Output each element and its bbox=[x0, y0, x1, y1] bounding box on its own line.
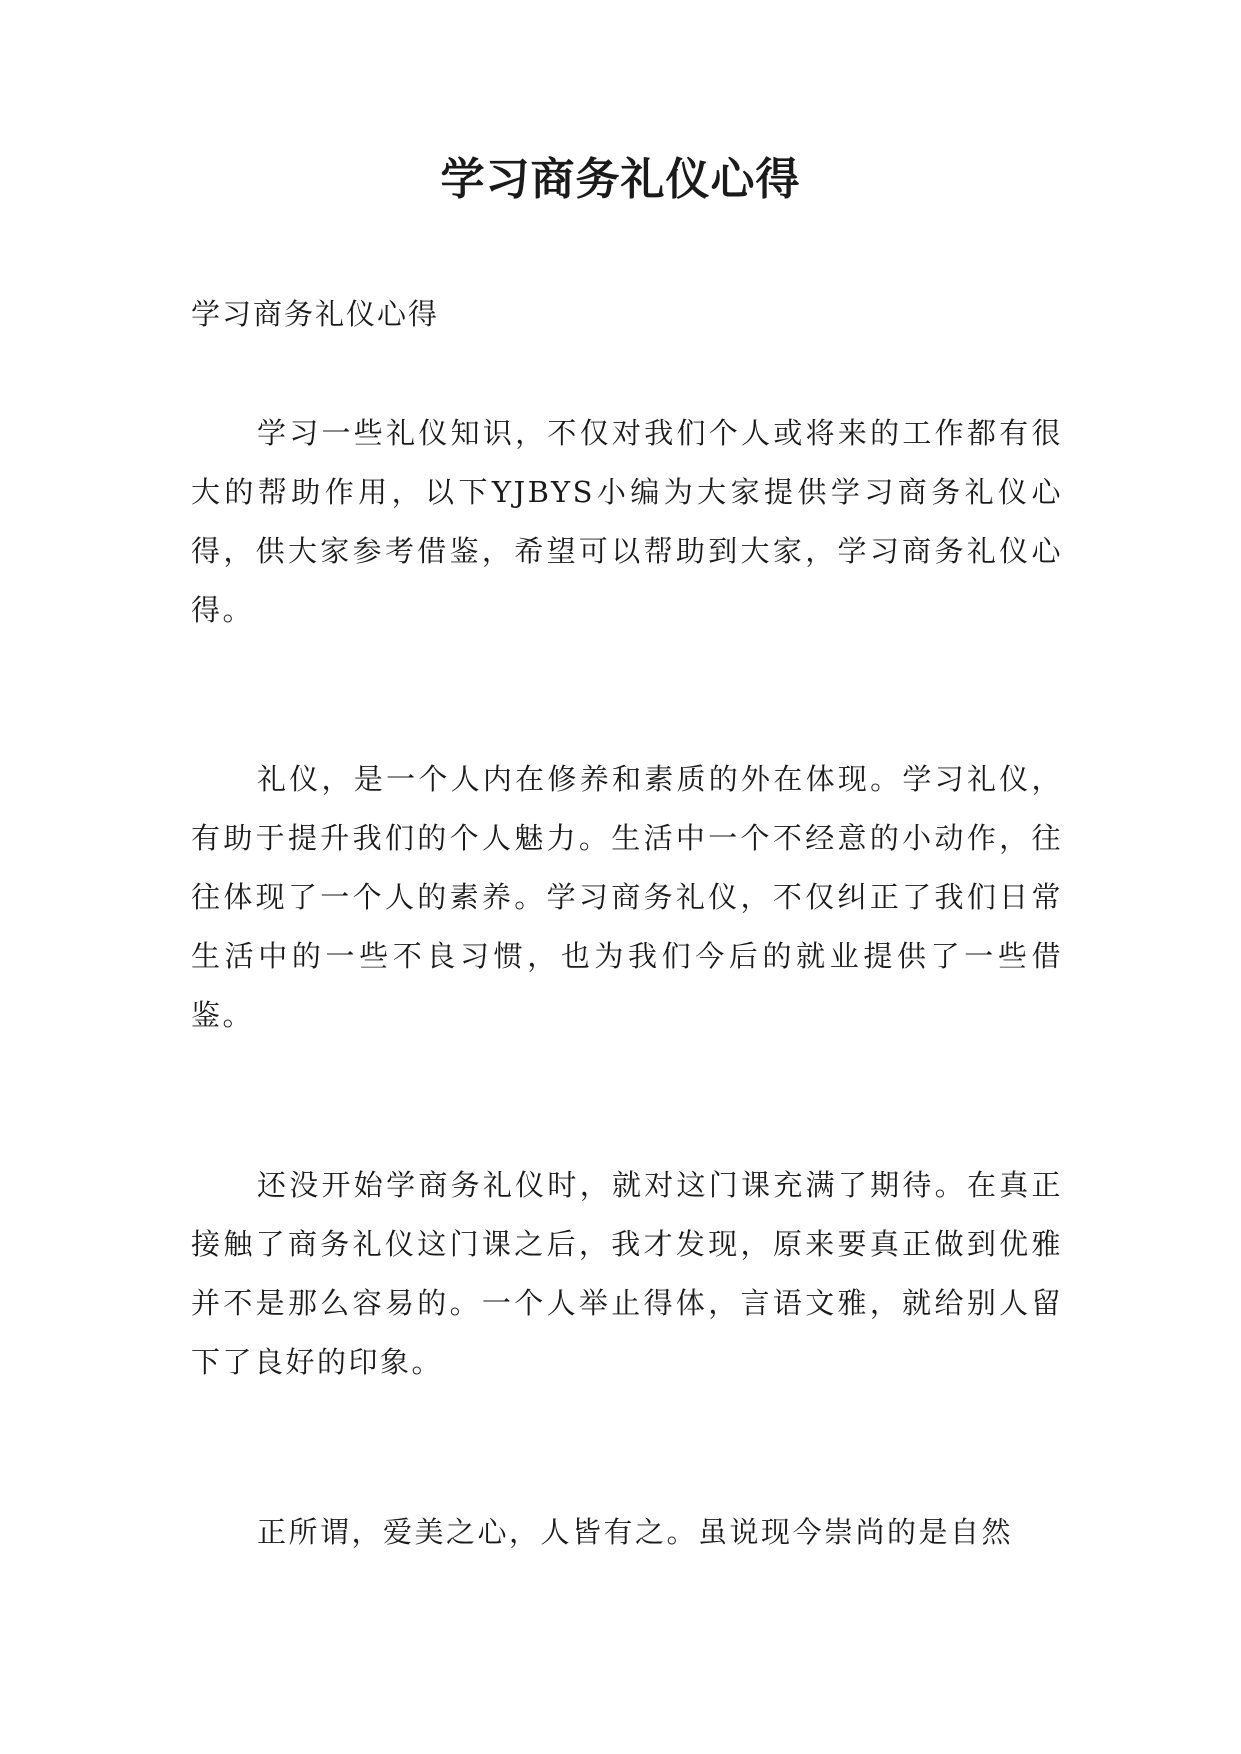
paragraph-course-experience: 还没开始学商务礼仪时，就对这门课充满了期待。在真正接触了商务礼仪这门课之后，我才发现，原来要真正做到优雅并不是那么容易的。一个人举止得体，言语文雅，就给别人留下了良好的印象。 bbox=[191, 1168, 1063, 1379]
paragraph-etiquette-definition: 礼仪，是一个人内在修养和素质的外在体现。学习礼仪，有助于提升我们的个人魅力。生活中一个不经意的小动作，往往体现了一个人的素养。学习商务礼仪，不仅纠正了我们日常生活中的一些不良习惯，也为我们今后的就业提供了一些借鉴。 bbox=[191, 762, 1063, 1032]
document-subtitle: 学习商务礼仪心得 bbox=[191, 297, 440, 331]
document-title: 学习商务礼仪心得 bbox=[440, 154, 801, 205]
paragraph-beauty: 正所谓，爱美之心，人皆有之。虽说现今崇尚的是自然 bbox=[257, 1515, 1014, 1549]
paragraph-intro: 学习一些礼仪知识，不仅对我们个人或将来的工作都有很大的帮助作用，以下YJBYS小编为大家提供学习商务礼仪心得，供大家参考借鉴，希望可以帮助到大家，学习商务礼仪心得。 bbox=[191, 416, 1063, 627]
